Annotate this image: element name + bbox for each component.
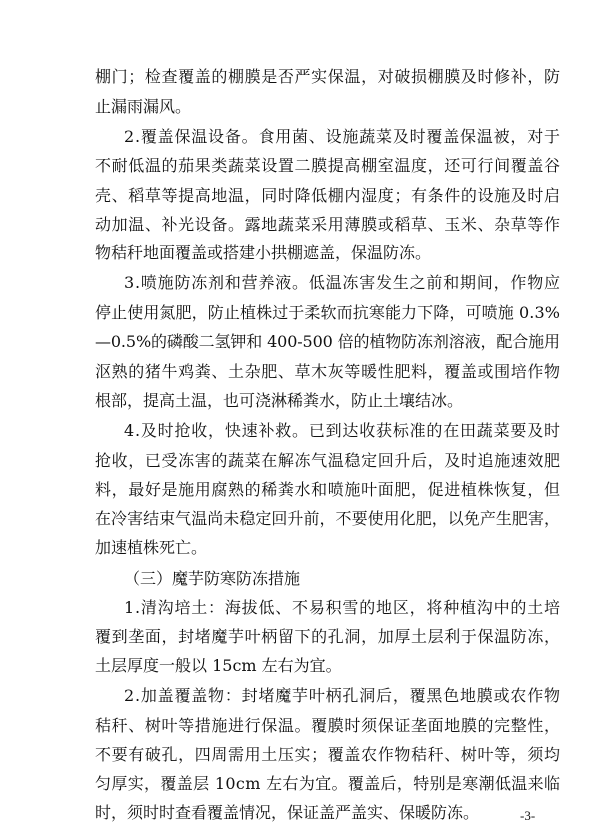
page-number — [0, 806, 607, 826]
body-text-line: 加速植株死亡。 — [95, 538, 208, 557]
body-text-line: 覆到垄面，封堵魔芋叶柄留下的孔洞，加厚土层利于保温防冻， — [95, 627, 561, 646]
body-text-line: 不要有破孔，四周需用土压实；覆盖农作物秸秆、树叶等，须均 — [95, 745, 561, 764]
body-text-line: 2.加盖覆盖物：封堵魔芋叶柄孔洞后，覆黑色地膜或农作物 — [124, 686, 561, 705]
body-text-line: 在冷害结束气温尚未稳定回升前，不要使用化肥，以免产生肥害， — [95, 509, 561, 528]
body-text-line: 沤熟的猪牛鸡粪、土杂肥、草木灰等暖性肥料，覆盖或围培作物 — [95, 362, 561, 381]
body-text-line: 秸秆、树叶等措施进行保温。覆膜时须保证垄面地膜的完整性， — [95, 716, 561, 735]
body-text-line: 停止使用氮肥，防止植株过于柔软而抗寒能力下降，可喷施 0.3% — [95, 303, 561, 322]
section-heading: （三）魔芋防寒防冻措施 — [124, 569, 301, 588]
body-text-line: 动加温、补光设备。露地蔬菜采用薄膜或稻草、玉米、杂草等作 — [95, 215, 561, 234]
body-text-line: 3.喷施防冻剂和营养液。低温冻害发生之前和期间，作物应 — [124, 273, 561, 292]
body-text-line: 土层厚度一般以 15cm 左右为宜。 — [95, 656, 342, 675]
body-text-line: 物秸秆地面覆盖或搭建小拱棚遮盖，保温防冻。 — [95, 243, 432, 262]
body-text-line: 时，须时时查看覆盖情况，保证盖严盖实、保暖防冻。 — [95, 803, 480, 822]
body-text-line: 止漏雨漏风。 — [95, 97, 192, 116]
body-text-line: 料，最好是施用腐熟的稀粪水和喷施叶面肥，促进植株恢复，但 — [95, 480, 561, 499]
body-text-line: 不耐低温的茄果类蔬菜设置二膜提高棚室温度，还可行间覆盖谷 — [95, 156, 561, 175]
page-number-text: -3- — [520, 808, 536, 823]
body-text-line: 根部，提高土温，也可浇淋稀粪水，防止土壤结冰。 — [95, 391, 464, 410]
body-text-line: 抢收，已受冻害的蔬菜在解冻气温稳定回升后，及时追施速效肥 — [95, 451, 561, 470]
body-text-line: 匀厚实，覆盖层 10cm 左右为宜。覆盖后，特别是寒潮低温来临 — [95, 774, 561, 793]
body-text-line: 2.覆盖保温设备。食用菌、设施蔬菜及时覆盖保温被，对于 — [124, 127, 561, 146]
body-text-line: 1.清沟培土：海拔低、不易积雪的地区，将种植沟中的土培 — [124, 598, 561, 617]
body-text-line: 棚门；检查覆盖的棚膜是否严实保温，对破损棚膜及时修补，防 — [95, 67, 561, 86]
body-text-line: 壳、稻草等提高地温，同时降低棚内湿度；有条件的设施及时启 — [95, 186, 561, 205]
body-text-line: —0.5%的磷酸二氢钾和 400-500 倍的植物防冻剂溶液，配合施用 — [95, 332, 560, 351]
body-text-line: 4.及时抢收，快速补救。已到达收获标准的在田蔬菜要及时 — [124, 421, 561, 440]
